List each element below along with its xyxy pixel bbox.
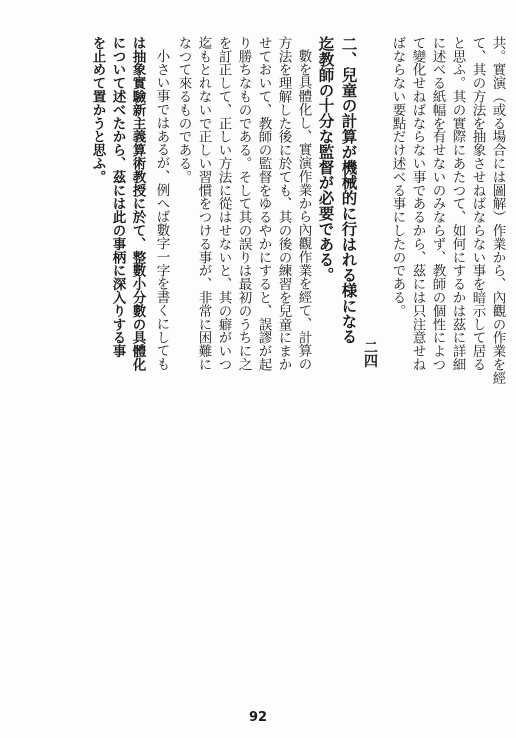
text-column-r8: 方法を理解した後に於ても、其の後の練習を兒童にまか bbox=[275, 36, 292, 372]
text-column-l1: は抽象實驗新主義算術教授に於て、整數小分數の具體化 bbox=[129, 36, 146, 372]
text-column-l2: について述べたから、茲には此の事柄に深入りする事 bbox=[109, 36, 126, 358]
text-column-r6: ばならない要點だけ述べる事にしたのである。 bbox=[389, 36, 406, 318]
section-heading-line2: 迄教師の十分な監督が必要である。 bbox=[316, 36, 336, 283]
text-column-r4: に述べる紙幅を有せないのみならず、教師の個性によつ bbox=[429, 36, 446, 372]
section-number: 二四 bbox=[362, 340, 378, 368]
page-number: 92 bbox=[248, 710, 268, 725]
text-column-l3: を止めて置かうと思ふ。 bbox=[89, 36, 106, 184]
text-column-r14: 小さい事ではあるが、例へば數字一字を書くにしても bbox=[153, 49, 170, 371]
text-column-r7: 數を具體化し、實演作業から內觀作業を經て、計算の bbox=[295, 49, 312, 371]
text-column-r3: と思ふ。其の實際にあたつて、如何にするかは茲に詳細 bbox=[449, 36, 466, 372]
text-column-r12: 迄もとれないで正しい習慣をつける事が、非常に困難に bbox=[195, 36, 212, 372]
text-column-r5: て變化せねばならない事であるから、茲には只注意せね bbox=[409, 36, 426, 372]
text-column-r13: なつて來るものである。 bbox=[175, 36, 192, 184]
text-column-r1: 共。實演（或る場合には圖解）作業から、內觀の作業を經 bbox=[489, 36, 506, 385]
section-heading-line1: 二、兒童の計算が機械的に行はれる様になる bbox=[339, 36, 359, 345]
text-column-r2: て、其の方法を抽象させねばならない事を暗示して居る bbox=[469, 36, 486, 372]
text-column-r9: せておいて、教師の監督をゆるやかにすると、誤謬が起 bbox=[255, 36, 272, 372]
text-column-r11: を訂正して、正しい方法に從はせないと、其の癖がいつ bbox=[215, 36, 232, 372]
text-column-r10: り勝ちなものである。そして其の誤りは最初のうちに之 bbox=[235, 36, 252, 372]
